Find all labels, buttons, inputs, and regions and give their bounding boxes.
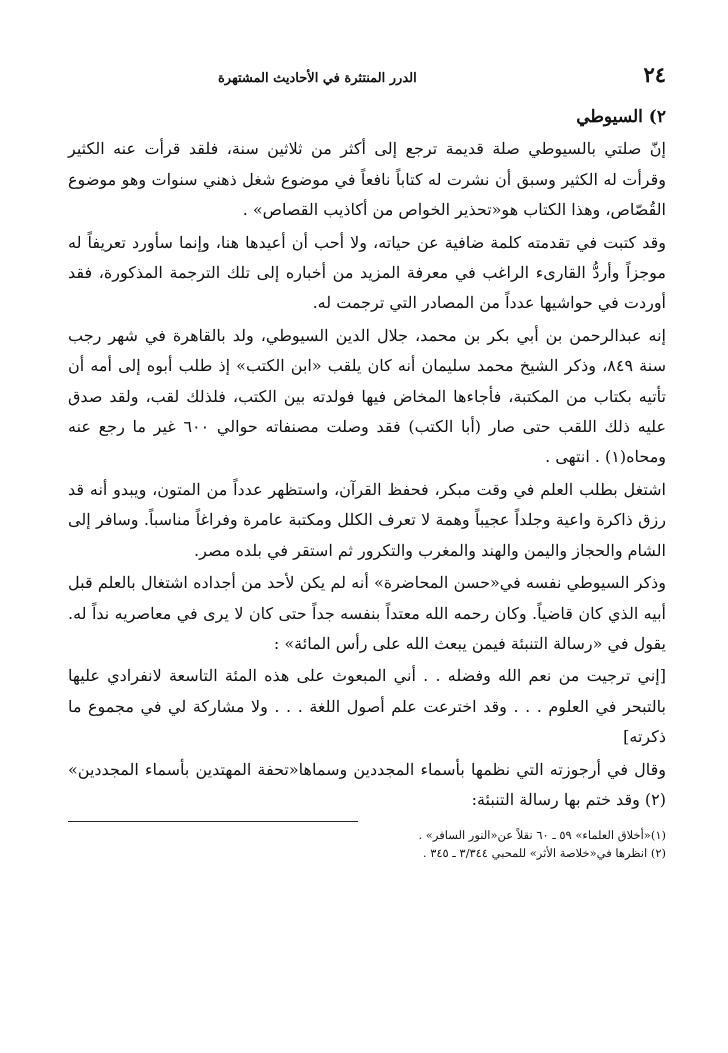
block-quote: [إني ترجيت من نعم الله وفضله . . أني المبعوث على هذه المئة التاسعة لانفرادي عليها بالتبحر في العلوم . . . وقد اخترعت علم أصول اللغة . . . ولا مشاركة لي في مجموع ما ذكرته]: [68, 666, 666, 747]
section-heading: ٢) السيوطي: [576, 107, 666, 127]
body-text: [68, 102, 666, 815]
running-header-title: الدرر المنتثرة في الأحاديث المشتهرة: [218, 71, 417, 86]
page-number: ٢٤: [643, 62, 666, 87]
footnote-2: (٢) انظرها في«خلاصة الأثر» للمحبي ٣/٣٤٤ ـ ٣٤٥ .: [422, 846, 666, 861]
running-header: [68, 62, 666, 86]
paragraph-self-description: وذكر السيوطي نفسه في«حسن المحاضرة» أنه لم يكن لأحد من أجداده اشتغال بالعلم قبل أبيه الذي كان قاضياً. وكان رحمه الله معتداً بنفسه جداً حتى كان لا يرى في معاصريه نداً له. يقول في «رسالة التنبئة فيمن يبعث الله على رأس المائة» :: [68, 573, 666, 653]
paragraph-intro: إنّ صلتي بالسيوطي صلة قديمة ترجع إلى أكثر من ثلاثين سنة، فلقد قرأت عنه الكثير وقرأت له الكثير وسبق أن نشرت له كتاباً نافعاً في موضوع شغل ذهني سنوات وهو موضوع القُصّاص، وهذا الكتاب هو«تحذير الخواص من أكاذيب القصاص» .: [68, 139, 667, 220]
footnote-divider: [68, 821, 358, 822]
paragraph-preface: وقد كتبت في تقدمته كلمة ضافية عن حياته، ولا أحب أن أعيدها هنا، وإنما سأورد تعريفاً له موجزاً وأردُّ القارىء الراغب في معرفة المزيد من أخباره إلى تلك الترجمة المذكورة، فقد أوردت في حواشيها عدداً من المصادر التي ترجمت له.: [68, 232, 666, 313]
paragraph-biography: إنه عبدالرحمن بن أبي بكر بن محمد، جلال الدين السيوطي، ولد بالقاهرة في شهر رجب سنة ٨٤٩، وذكر الشيخ محمد سليمان أنه كان يلقب «ابن الكتب» إذ طلب أبوه إلى أمه أن تأتيه بكتاب من المكتبة، فأجاءها المخاض فيها فولدته بين الكتب، فلذلك لقب، ولقد صدق عليه ذلك اللقب حتى صار (أبا الكتب) فقد وصلت مصنفاته حوالي ٦٠٠ غير ما رجع عنه ومحاه(١) . انتهى .: [68, 325, 667, 467]
footnote-1: (١)«أخلاق العلماء» ٥٩ ـ ٦٠ نقلاً عن«النور السافر» .: [418, 828, 666, 843]
paragraph-education: اشتغل بطلب العلم في وقت مبكر، فحفظ القرآن، واستظهر عدداً من المتون، ويبدو أنه قد رزق ذاكرة واعية وجلداً عجيباً وهمة لا تعرف الكلل ومكتبة عامرة وفراغاً مناسباً. وسافر إلى الشام والحجاز واليمن والهند والمغرب والتكرور ثم استقر في بلده مصر.: [68, 479, 666, 560]
footnotes: [68, 826, 666, 862]
paragraph-closing: وقال في أرجوزته التي نظمها بأسماء المجددين وسماها«تحفة المهتدين بأسماء المجددين» (٢) وقد ختم بها رسالة التنبئة:: [68, 759, 666, 809]
